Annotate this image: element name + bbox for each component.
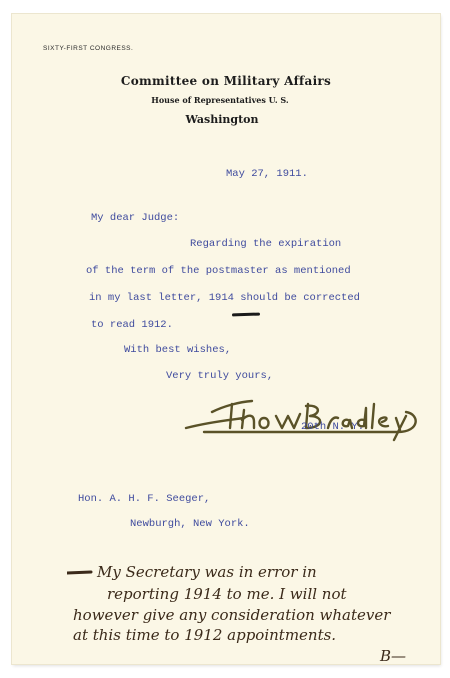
note-initial: B— xyxy=(380,647,407,664)
closing-line: Very truly yours, xyxy=(166,370,274,382)
note-line-3: however give any consideration whatever xyxy=(73,606,391,624)
ink-underline-mark xyxy=(232,313,260,317)
recipient-address: Newburgh, New York. xyxy=(130,518,250,530)
note-dash-mark xyxy=(67,572,91,573)
district-label: 20th N. Y. xyxy=(301,421,365,433)
note-line-1: My Secretary was in error in xyxy=(97,564,317,581)
salutation: My dear Judge: xyxy=(91,212,180,224)
committee-title: Committee on Military Affairs xyxy=(120,74,332,88)
letter-date: May 27, 1911. xyxy=(226,168,308,180)
wishes-line: With best wishes, xyxy=(124,344,232,356)
recipient-name: Hon. A. H. F. Seeger, xyxy=(78,493,211,505)
house-label: House of Representatives U. S. xyxy=(151,95,289,105)
handwritten-note xyxy=(67,564,417,664)
note-line-4: at this time to 1912 appointments. xyxy=(73,626,337,644)
city-label: Washington xyxy=(185,113,259,126)
body-line-2: of the term of the postmaster as mentioned xyxy=(86,265,351,277)
body-line-3: in my last letter, 1914 should be corrected xyxy=(89,292,360,304)
body-line-4: to read 1912. xyxy=(91,319,173,331)
signature-image xyxy=(184,392,424,442)
letter-sheet xyxy=(12,14,440,664)
note-line-2: reporting 1914 to me. I will not xyxy=(107,585,347,603)
congress-label: SIXTY-FIRST CONGRESS. xyxy=(43,45,134,52)
body-line-1: Regarding the expiration xyxy=(190,238,342,250)
